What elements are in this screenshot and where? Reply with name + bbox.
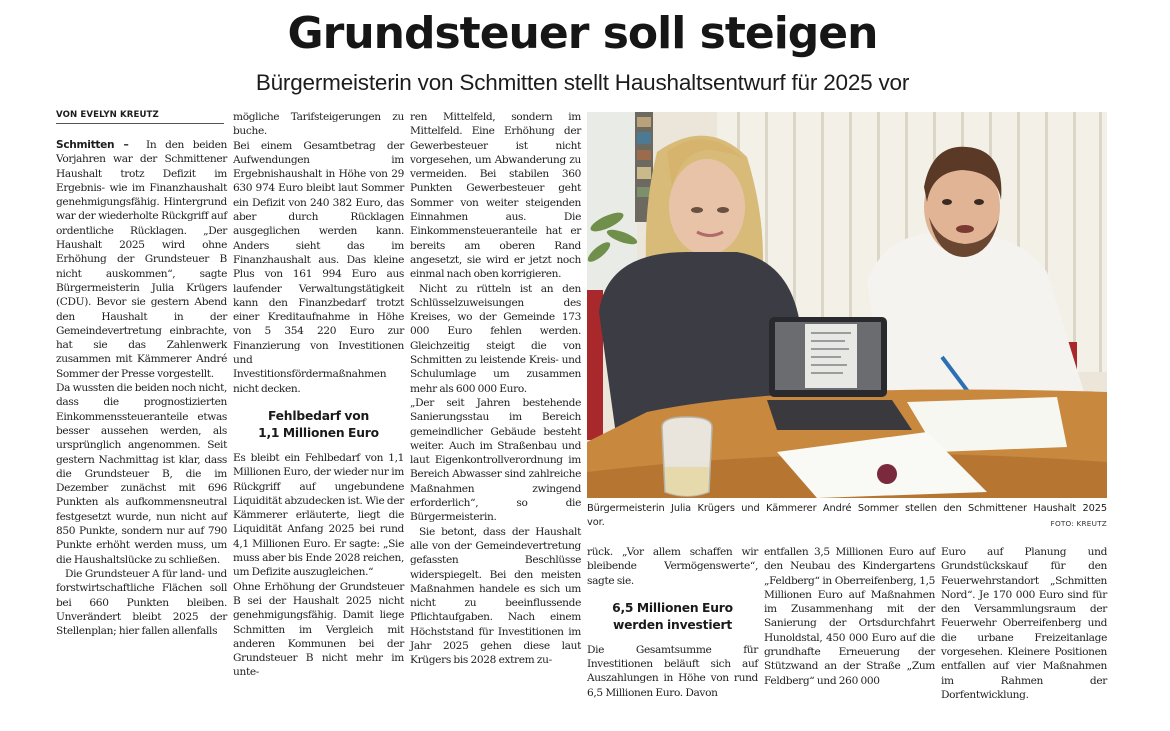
- subtitle-line: 1,1 Millionen Euro: [258, 425, 379, 440]
- byline: VON EVELYN KREUTZ: [56, 110, 224, 124]
- article-column-4: [587, 545, 758, 700]
- subheadline: Bürgermeisterin von Schmitten stellt Haushaltsentwurf für 2025 vor: [255, 70, 910, 95]
- paragraph: Die Grundsteuer A für land- und forstwirtschaftliche Flächen soll bei 660 Punkten bleiben. Unverändert bleibt 2025 der Stellenplan; hier fallen allenfalls: [56, 567, 227, 638]
- paragraph: Sie betont, dass der Haushalt alle von der Gemeindevertretung gefassten Beschlüsse widerspiegelt. Bei den meisten Maßnahmen handele es sich um nicht zu beeinflussende Pflichtaufgaben. Nach einem Höchststand für Investitionen im Jahr 2025 gehen diese laut Krügers bis 2028 extrem zu-: [410, 525, 581, 667]
- subtitle-line: Fehlbedarf von: [267, 408, 370, 423]
- dateline: Schmitten –: [56, 139, 129, 151]
- paragraph: [56, 138, 227, 381]
- paragraph: „Der seit Jahren bestehende Sanierungsstau im Bereich gemeindlicher Gebäude besteht weiter. Auch im Straßenbau und laut Eigenkontrollverordnung im Bereich Abwasser sind zahlreiche Maßnahmen zwingend erforderlich“, so die Bürgermeisterin.: [410, 396, 581, 524]
- paragraph: Da wussten die beiden noch nicht, dass die prognostizierten Einkommenssteueranteile etwas besser aussehen werden, als ursprünglich angenommen. Seit gestern Nachmittag ist klar, dass die Grundsteuer B, die im Dezember zunächst mit 696 Punkten als aufkommensneutral festgesetzt wurde, nun nicht auf 850 Punkte, sondern nur auf 790 Punkte erhöht werden muss, um die Haushaltslücke zu schließen.: [56, 382, 228, 566]
- section-subtitle: [233, 408, 404, 442]
- paragraph-text: In den beiden Vorjahren war der Schmittener Haushalt trotz Defizit im Ergebnis- wie im Finanzhaushalt genehmigungsfähig. Hintergrund war der wiederholte Rückgriff auf ordentliche Rücklagen. „Der Haushalt 2025 wird ohne Erhöhung der Grundsteuer B nicht auskommen“, sagte Bürgermeisterin Julia Krügers (CDU). Bevor sie gestern Abend den Haushalt in der Gemeindevertretung einbrachte, hat sie das Zahlenwerk zusammen mit Kämmerer André Sommer der Presse vorgestellt.: [56, 139, 227, 380]
- paragraph: ren Mittelfeld, sondern im Mittelfeld. Eine Erhöhung der Gewerbesteuer ist nicht vorgesehen, um Abwanderung zu vermeiden. Bei stabilen 360 Punkten Gewerbesteuer geht Sommer von weiter steigenden Einnahmen aus. Die Einkommensteueranteile hat er bereits am oberen Rand angesetzt, sie wird er jetzt noch einmal nach oben korrigieren.: [410, 111, 581, 281]
- headline: Grundsteuer soll steigen: [287, 8, 878, 59]
- article-column-2: [233, 110, 404, 680]
- article-column-5: [764, 545, 935, 688]
- photo-illustration: [587, 112, 1107, 498]
- article-column-1: [56, 138, 227, 638]
- keyboard: [767, 400, 912, 430]
- article-column-3: [410, 110, 581, 668]
- paragraph: rück. „Vor allem schaffen wir bleibende Vermögenswerte“, sagte sie.: [587, 546, 758, 587]
- section-subtitle: [587, 600, 758, 634]
- paragraph: Bei einem Gesamtbetrag der Aufwendungen im Ergebnishaushalt in Höhe von 29 630 974 Euro bleibt laut Sommer ein Defizit von 240 382 Euro, das aber durch Rücklagen ausgeglichen werden kann. Anders sieht das im Finanzhaushalt aus. Das kleine Plus von 161 994 Euro aus laufender Verwaltungstätigkeit kann den Finanzbedarf trotzt einer Kreditaufnahme in Höhe von 5 354 220 Euro zur Finanzierung von Investitionen und Investitionsfördermaßnahmen nicht decken.: [233, 139, 404, 395]
- paragraph: Nicht zu rütteln ist an den Schlüsselzuweisungen des Kreises, wo der Gemeinde 173 000 Euro fehlen werden. Gleichzeitig steigt die von Schmitten zu leistende Kreis- und Schulumlage um zusammen mehr als 600 000 Euro.: [410, 282, 581, 395]
- paragraph: Es bleibt ein Fehlbedarf von 1,1 Millionen Euro, der wieder nur im Rückgriff auf ungebundene Liquidität abzudecken ist. Wie der Kämmerer erläuterte, liegt die Liquidität Anfang 2025 bei rund 4,1 Millionen Euro. Er sagte: „Sie muss aber bis Ende 2028 reichen, um Defizite auszugleichen.“: [233, 451, 404, 579]
- subtitle-line: 6,5 Millionen Euro: [612, 600, 733, 615]
- article-column-6: [941, 545, 1107, 702]
- coat-of-arms: [877, 464, 897, 484]
- photo-caption: Bürgermeisterin Julia Krügers und Kämmerer André Sommer stellen den Schmittener Haushalt 2025 vor.: [587, 503, 1107, 528]
- water-glass: [662, 417, 712, 496]
- paragraph: Die Gesamtsumme für Investitionen beläuft sich auf Auszahlungen in Höhe von rund 6,5 Millionen Euro. Davon: [587, 643, 758, 699]
- paragraph: entfallen 3,5 Millionen Euro auf den Neubau des Kindergartens „Feldberg“ in Oberreifenberg, 1,5 Millionen Euro auf Maßnahmen im Zusammenhang mit der Sanierung der Ortsdurchfahrt Hunoldstal, 450 000 Euro auf die grundhafte Erneuerung der Stützwand an der Straße „Zum Feldberg“ und 260 000: [764, 546, 935, 687]
- photo-credit: FOTO: KREUTZ: [1050, 519, 1107, 528]
- subtitle-line: werden investiert: [612, 617, 733, 632]
- article-photo: [587, 112, 1107, 498]
- paragraph: Ohne Erhöhung der Grundsteuer B sei der Haushalt 2025 nicht genehmigungsfähig. Damit liege Schmitten im Vergleich mit anderen Kommunen bei der Grundsteuer B nicht mehr im unte-: [233, 580, 404, 679]
- paragraph: Euro auf Planung und Grundstückskauf für den Feuerwehrstandort „Schmitten Nord“. Je 170 000 Euro sind für den Versammlungsraum der Feuerwehr Oberreifenberg und die urbane Freizeitanlage vorgesehen. Kleinere Positionen entfallen auf vier Maßnahmen im Rahmen der Dorfentwicklung.: [941, 546, 1107, 701]
- paragraph: mögliche Tarifsteigerungen zu buche.: [233, 111, 404, 138]
